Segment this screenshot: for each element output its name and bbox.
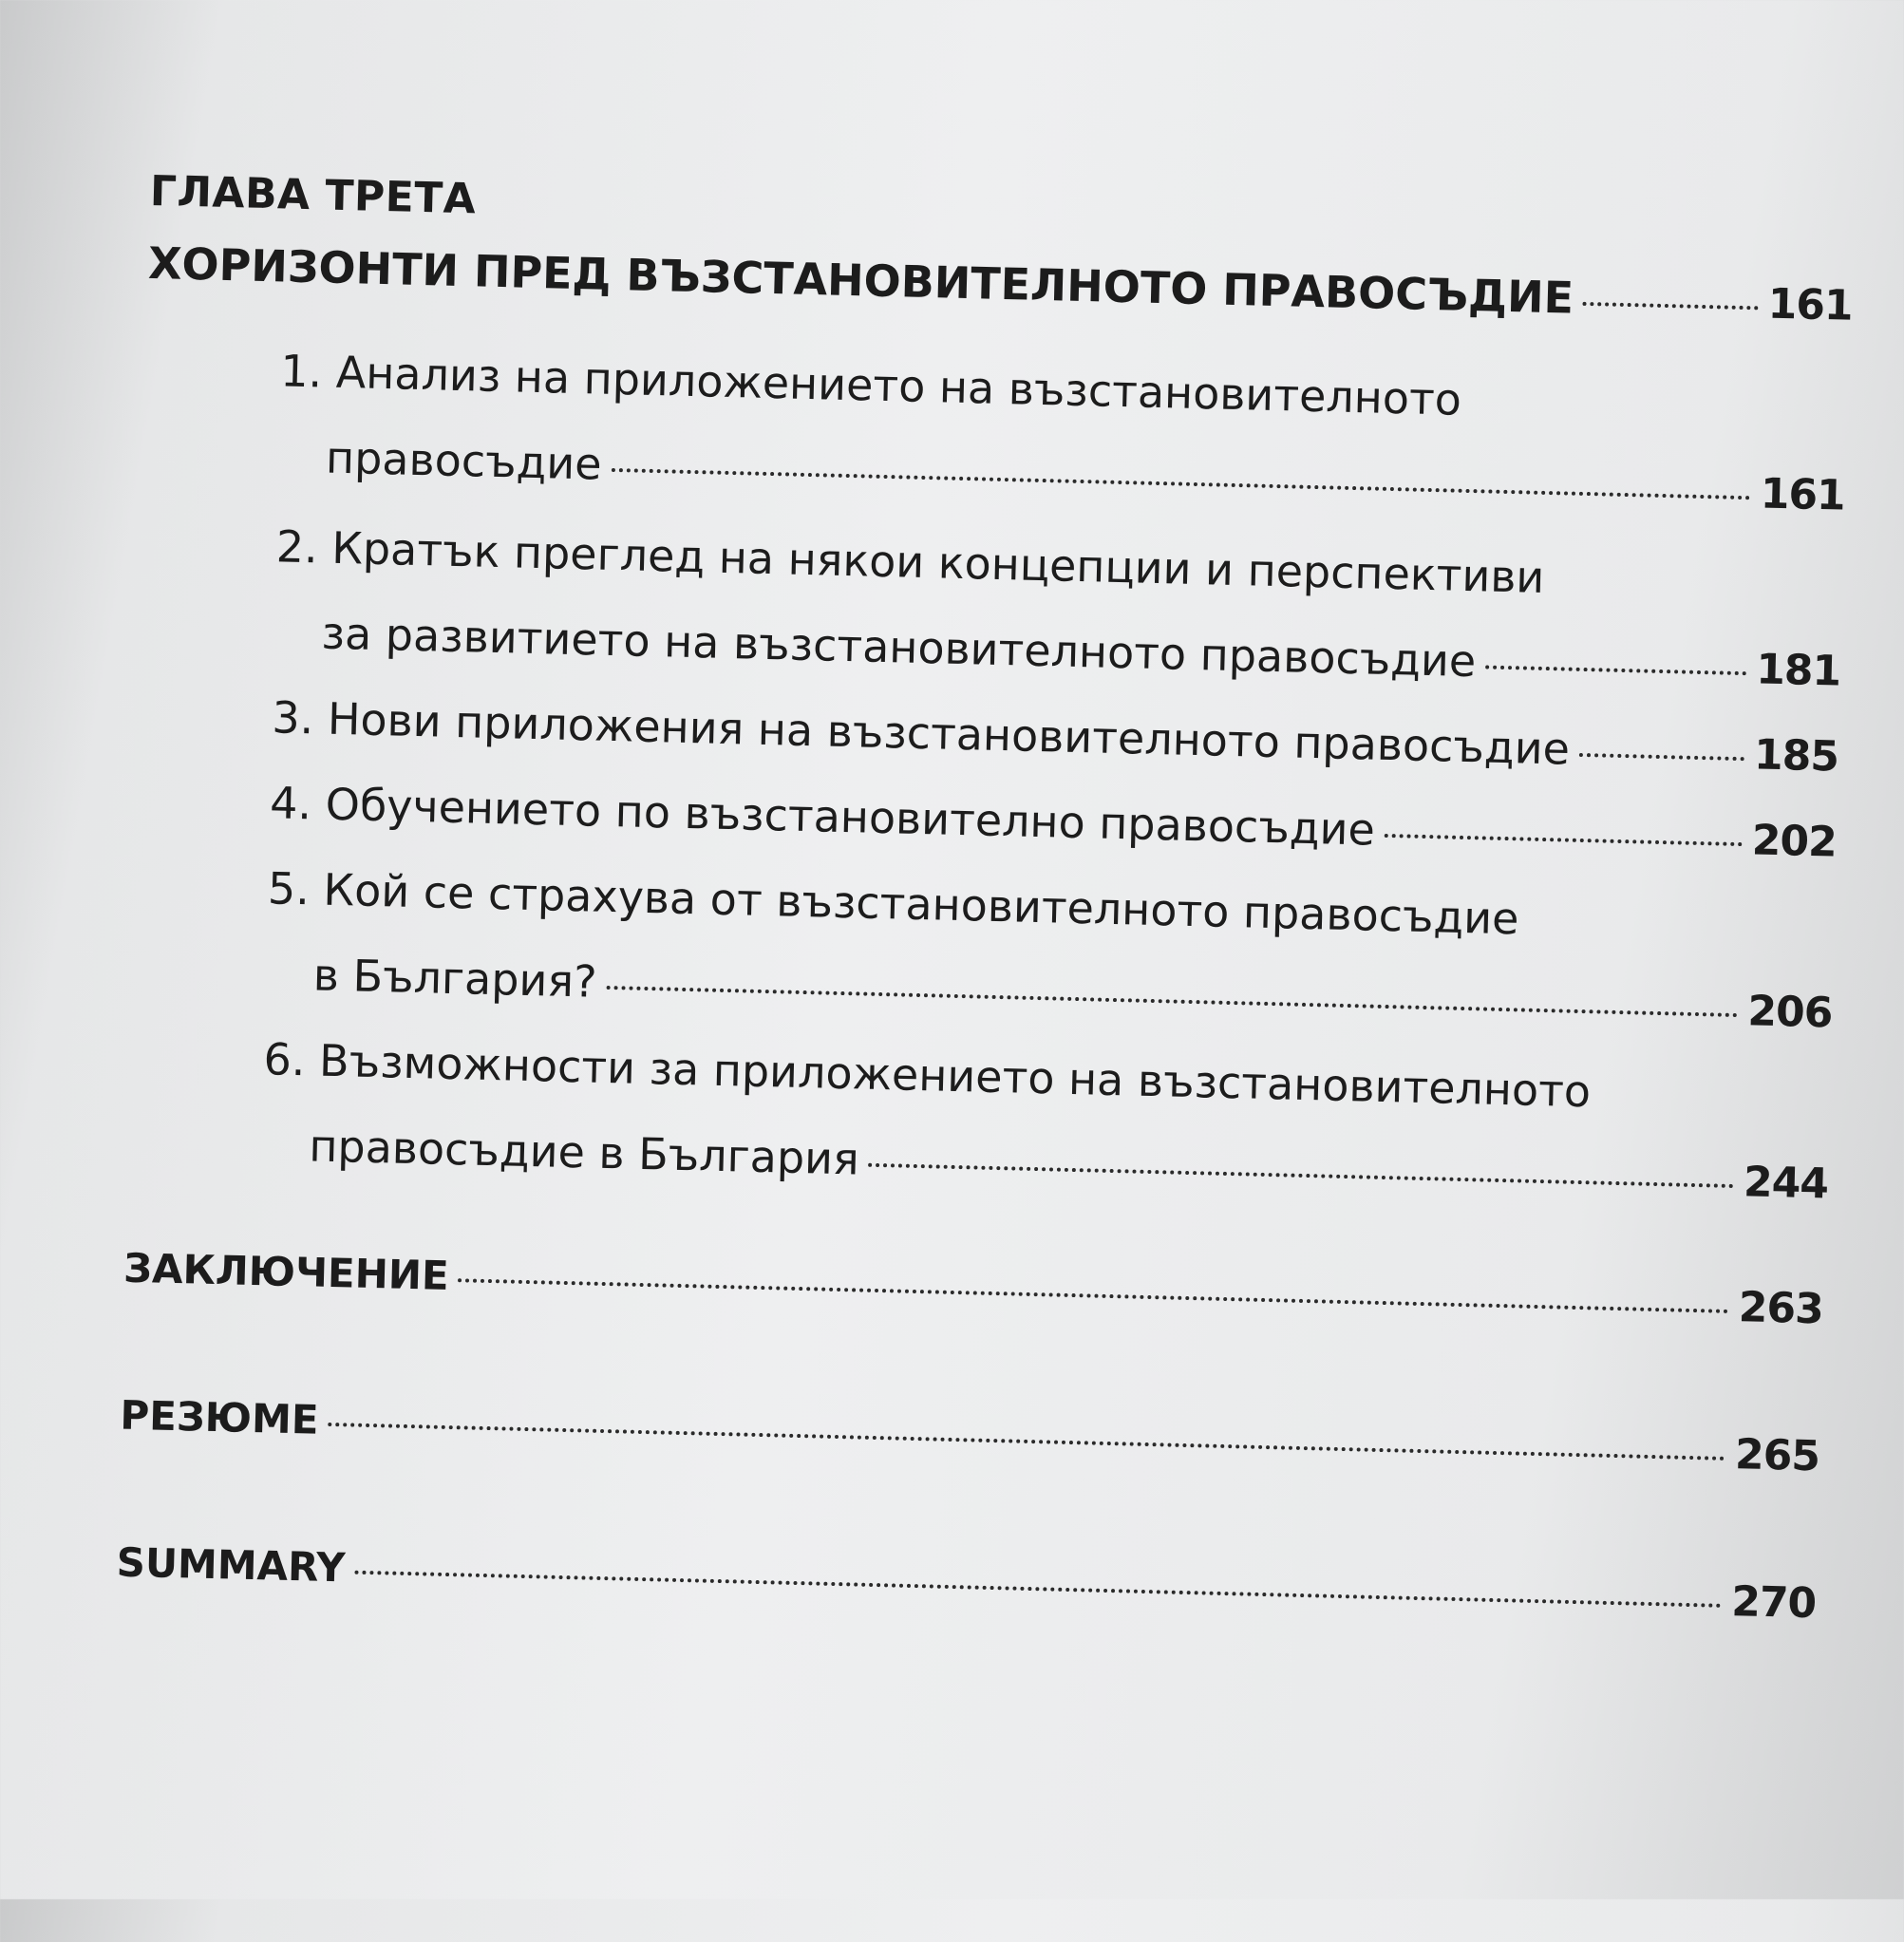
page-number: 161 xyxy=(1760,469,1846,520)
page-number: 206 xyxy=(1746,987,1833,1038)
dot-leader xyxy=(458,1278,1728,1313)
toc-item-2-line2: за развитието на възстановителното правосъдие xyxy=(320,607,1477,688)
page-number: 161 xyxy=(1767,279,1854,330)
section-label: ЗАКЛЮЧЕНИЕ xyxy=(123,1244,450,1299)
section-label: РЕЗЮМЕ xyxy=(119,1391,320,1443)
toc-item-5 xyxy=(312,949,1833,1037)
dot-leader xyxy=(1583,302,1759,311)
toc-section-summary xyxy=(116,1538,1817,1629)
chapter-title-entry xyxy=(147,237,1853,330)
dot-leader xyxy=(1579,753,1744,761)
chapter-title: ХОРИЗОНТИ ПРЕД ВЪЗСТАНОВИТЕЛНОТО ПРАВОСЪДИЕ xyxy=(147,236,1574,324)
dot-leader xyxy=(1385,834,1743,846)
toc-item-6-line2: правосъдие в България xyxy=(308,1120,860,1185)
toc-item-2-line1: 2. Кратък преглед на някои концепции и перспективи xyxy=(275,520,1546,603)
toc-item-2 xyxy=(321,608,1841,696)
dot-leader xyxy=(328,1423,1725,1461)
section-label: SUMMARY xyxy=(116,1538,347,1592)
toc-item-5-line1: 5. Кой се страхува от възстановителното правосъдие xyxy=(267,862,1520,945)
dot-leader xyxy=(606,986,1738,1017)
toc-item-4-line1: 4. Обучението по възстановително правосъдие xyxy=(269,777,1376,856)
dot-leader xyxy=(354,1571,1722,1608)
toc-item-3-line1: 3. Нови приложения на възстановителното правосъдие xyxy=(271,691,1571,775)
toc-item-1-line1: 1. Анализ на приложението на възстановителното xyxy=(279,345,1462,425)
toc-item-5-line2: в България? xyxy=(312,949,598,1008)
page-number: 265 xyxy=(1734,1430,1820,1481)
page-number: 270 xyxy=(1730,1577,1817,1629)
toc-item-6 xyxy=(309,1120,1829,1208)
toc-section-conclusion xyxy=(123,1244,1824,1334)
dot-leader xyxy=(869,1163,1735,1188)
page-number: 263 xyxy=(1738,1283,1824,1334)
dot-leader xyxy=(1485,665,1746,675)
toc-item-1 xyxy=(326,432,1846,520)
toc-section-resume xyxy=(120,1391,1820,1481)
toc-item-6-line1: 6. Възможности за приложението на възстановителното xyxy=(263,1033,1592,1118)
toc-item-3 xyxy=(272,691,1839,781)
page-number: 181 xyxy=(1755,645,1841,696)
toc-item-1-line2: правосъдие xyxy=(325,431,603,490)
toc-item-4 xyxy=(270,777,1838,866)
page-number: 185 xyxy=(1753,730,1839,782)
chapter-label: ГЛАВА ТРЕТА xyxy=(149,166,477,224)
page-number: 244 xyxy=(1743,1158,1829,1209)
page-number: 202 xyxy=(1751,816,1838,867)
dot-leader xyxy=(611,468,1750,500)
